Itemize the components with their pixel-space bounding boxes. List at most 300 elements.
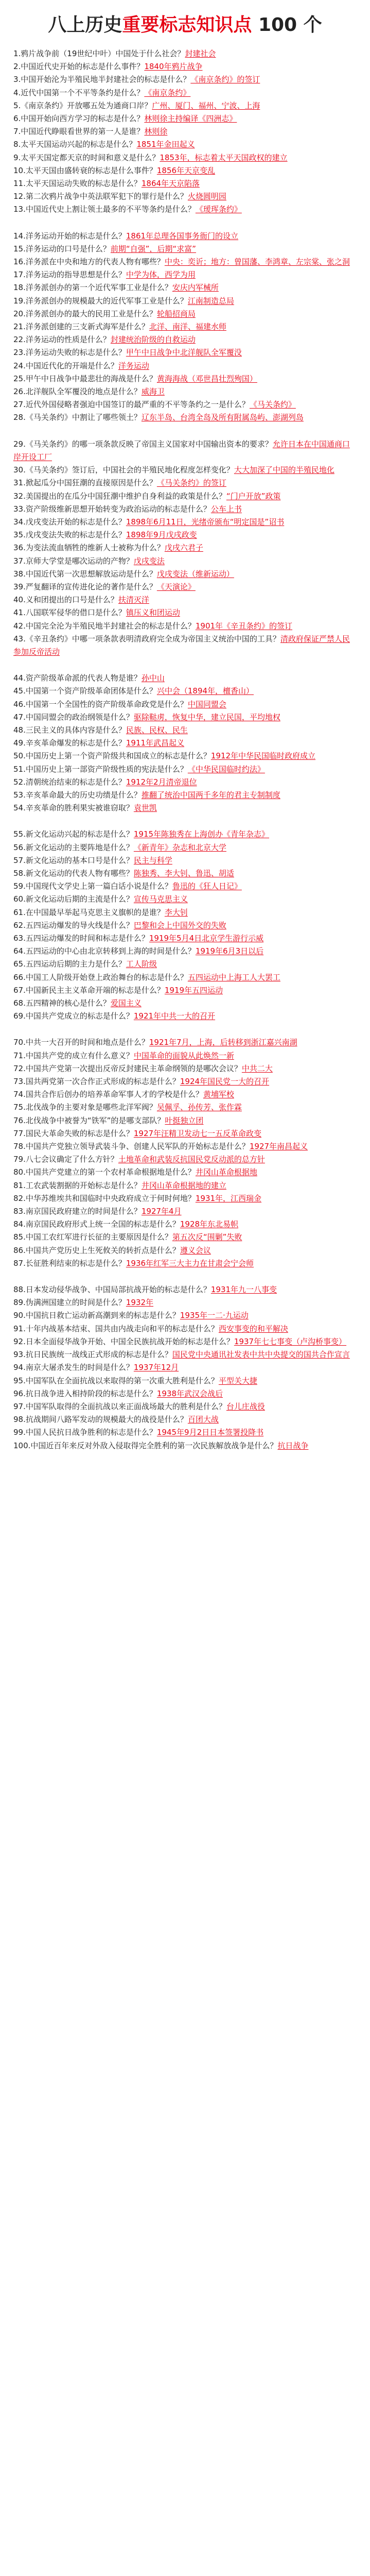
qa-item bbox=[13, 945, 357, 958]
qa-item bbox=[13, 360, 357, 372]
section-gap bbox=[13, 1270, 357, 1283]
question-text: 88.日本发动侵华战争、中国局部抗战开始的标志是什么？ bbox=[13, 1285, 211, 1295]
qa-item bbox=[13, 984, 357, 997]
question-text: 20.洋务派创办的最大的民用工业是什么？ bbox=[13, 309, 157, 318]
question-text: 93.抗日民族统一战线正式形成的标志是什么？ bbox=[13, 1350, 172, 1360]
qa-item bbox=[13, 1323, 357, 1335]
question-text: 49.辛亥革命爆发的标志是什么？ bbox=[13, 738, 126, 748]
answer-text: 林则徐主持编译《四洲志》 bbox=[144, 114, 237, 124]
question-text: 68.五四精神的核心是什么？ bbox=[13, 998, 111, 1008]
answer-text: 孙中山 bbox=[141, 673, 165, 683]
answer-text: 1928年东北易帜 bbox=[180, 1219, 239, 1229]
question-text: 13.中国近代史上割让领土最多的不平等条约是什么？ bbox=[13, 205, 196, 214]
answer-text: 吴佩孚、孙传芳、张作霖 bbox=[156, 1103, 242, 1112]
qa-item bbox=[13, 151, 357, 164]
section-gap bbox=[13, 815, 357, 828]
question-text: 69.中国共产党成立的标志是什么？ bbox=[13, 1011, 134, 1021]
answer-text: 1901年《辛丑条约》的签订 bbox=[195, 621, 293, 631]
answer-text: 民主与科学 bbox=[133, 855, 172, 865]
question-text: 54.辛亥革命的胜利果实被谁窃取？ bbox=[13, 803, 134, 813]
answer-text: 西安事变的和平解决 bbox=[218, 1324, 288, 1333]
question-text: 48.三民主义的具体内容是什么？ bbox=[13, 725, 126, 735]
answer-text: 1932年 bbox=[126, 1298, 154, 1308]
qa-item bbox=[13, 854, 357, 867]
answer-text: 《马关条约》的签订 bbox=[156, 478, 226, 488]
qa-item bbox=[13, 1413, 357, 1426]
question-text: 23.洋务运动失败的标志是什么？ bbox=[13, 348, 126, 358]
qa-item bbox=[13, 698, 357, 711]
question-text: 92.日本全面侵华战争开始、中国全民族抗战开始的标志是什么？ bbox=[13, 1336, 234, 1346]
answer-text: 1927年汪精卫发动七一五反革命政变 bbox=[133, 1128, 262, 1138]
answer-text: 《南京条约》的签订 bbox=[190, 75, 260, 84]
qa-item bbox=[13, 1283, 357, 1296]
answer-text: 戊戌变法 bbox=[133, 556, 165, 566]
answer-text: 黄海海战（邓世昌壮烈殉国） bbox=[156, 374, 257, 383]
question-text: 76.北伐战争中被誉为“铁军”的是哪支部队？ bbox=[13, 1115, 165, 1125]
answer-text: 推翻了统治中国两千多年的君主专制制度 bbox=[141, 790, 280, 800]
qa-item bbox=[13, 333, 357, 346]
question-text: 37.京师大学堂是哪次运动的产物？ bbox=[13, 556, 134, 566]
answer-text: 叶挺独立团 bbox=[165, 1115, 204, 1125]
question-text: 8.太平天国运动兴起的标志是什么？ bbox=[13, 140, 137, 149]
question-text: 29.《马关条约》的哪一项条款反映了帝国主义国家对中国输出资本的要求？ bbox=[13, 439, 273, 449]
question-text: 57.新文化运动的基本口号是什么？ bbox=[13, 855, 134, 865]
answer-text: 第五次反“围剿”失败 bbox=[172, 1232, 242, 1242]
answer-text: 百团大战 bbox=[187, 1415, 219, 1425]
question-text: 12.第二次鸦片战争中英法联军犯下的罪行是什么？ bbox=[13, 192, 188, 201]
answer-text: 1931年九一八事变 bbox=[210, 1285, 277, 1295]
answer-text: 1856年天京变乱 bbox=[156, 165, 216, 175]
title-prefix: 八上历史 bbox=[48, 14, 122, 36]
answer-text: 台儿庄战役 bbox=[226, 1401, 265, 1411]
qa-item bbox=[13, 60, 357, 73]
question-text: 71.中国共产党的成立有什么意义？ bbox=[13, 1050, 134, 1060]
answer-text: 镇压义和团运动 bbox=[126, 608, 180, 618]
answer-text: 允许日本在中国通商口岸开设工厂 bbox=[13, 439, 350, 462]
question-text: 44.资产阶级革命派的代表人物是谁？ bbox=[13, 673, 142, 683]
question-text: 61.在中国最早举起马克思主义旗帜的是谁？ bbox=[13, 907, 165, 917]
question-text: 11.太平天国运动失败的标志是什么？ bbox=[13, 179, 142, 189]
answer-text: “门户开放”政策 bbox=[226, 491, 281, 501]
answer-text: 平型关大捷 bbox=[218, 1376, 257, 1385]
answer-text: 鲁迅的《狂人日记》 bbox=[172, 882, 242, 891]
qa-item bbox=[13, 1218, 357, 1231]
answer-text: 遵义会议 bbox=[180, 1245, 211, 1255]
question-text: 78.中国共产党独立领导武装斗争、创建人民军队的开始标志是什么？ bbox=[13, 1142, 250, 1151]
question-text: 19.洋务派创办的规模最大的近代军事工业是什么？ bbox=[13, 296, 188, 306]
qa-item bbox=[13, 541, 357, 554]
question-text: 86.中国共产党历史上生死攸关的转折点是什么？ bbox=[13, 1245, 180, 1255]
answer-text: 井冈山革命根据地的建立 bbox=[141, 1180, 226, 1190]
answer-text: 陈独秀、李大钊、鲁迅、胡适 bbox=[133, 868, 234, 878]
question-text: 2.中国近代史开始的标志是什么事件？ bbox=[13, 62, 145, 72]
question-text: 1.鸦片战争前（19世纪中叶）中国处于什么社会？ bbox=[13, 49, 185, 58]
question-text: 52.清朝统治结束的标志是什么？ bbox=[13, 777, 126, 787]
qa-item bbox=[13, 893, 357, 906]
answer-text: 1936年红军三大主力在甘肃会宁会师 bbox=[126, 1258, 254, 1268]
question-text: 40.义和团提出的口号是什么？ bbox=[13, 595, 118, 605]
section-gap bbox=[13, 1023, 357, 1036]
answer-text: 1938年武汉会战后 bbox=[156, 1388, 223, 1398]
qa-item bbox=[13, 177, 357, 190]
answer-text: 大大加深了中国的半殖民地化 bbox=[234, 465, 334, 475]
qa-item bbox=[13, 750, 357, 762]
answer-text: 1840年鸦片战争 bbox=[144, 62, 203, 72]
question-text: 74.国共合作后创办的培养革命军事人才的学校是什么？ bbox=[13, 1090, 203, 1099]
title-suffix: 100 个 bbox=[252, 14, 322, 36]
qa-item bbox=[13, 1257, 357, 1270]
question-text: 64.五四运动的中心由北京转移到上海的时间是什么？ bbox=[13, 946, 196, 956]
question-text: 9.太平天国定都天京的时间和意义是什么？ bbox=[13, 152, 160, 162]
qa-item bbox=[13, 99, 357, 112]
title-highlight: 重要标志知识点 bbox=[122, 14, 252, 36]
qa-item bbox=[13, 1192, 357, 1205]
question-text: 97.中国军队取得的全面抗战以来正面战场最大的胜利是什么？ bbox=[13, 1401, 226, 1411]
qa-item bbox=[13, 776, 357, 789]
question-text: 34.戊戌变法开始的标志是什么？ bbox=[13, 517, 126, 527]
qa-item bbox=[13, 828, 357, 841]
answer-text: 宣传马克思主义 bbox=[133, 894, 188, 904]
question-text: 17.洋务运动的指导思想是什么？ bbox=[13, 270, 126, 280]
qa-item bbox=[13, 203, 357, 216]
answer-text: 《瑷珲条约》 bbox=[195, 205, 242, 214]
answer-text: 1912年2月清帝退位 bbox=[126, 777, 197, 787]
qa-item bbox=[13, 516, 357, 529]
answer-text: 1853年，标志着太平天国政权的建立 bbox=[160, 152, 288, 162]
qa-item bbox=[13, 711, 357, 724]
question-text: 83.南京国民政府建立的时间是什么？ bbox=[13, 1207, 142, 1216]
question-text: 16.洋务派在中央和地方的代表人物有哪些？ bbox=[13, 257, 165, 267]
answer-text: 抗日战争 bbox=[277, 1440, 309, 1450]
qa-item bbox=[13, 125, 357, 138]
answer-text: 李大钊 bbox=[164, 907, 188, 917]
section-gap bbox=[13, 216, 357, 230]
answer-text: 火烧圆明园 bbox=[187, 192, 226, 201]
qa-item bbox=[13, 320, 357, 333]
question-text: 25.甲午中日战争中最悲壮的海战是什么？ bbox=[13, 374, 157, 383]
answer-text: 1915年陈独秀在上海创办《青年杂志》 bbox=[133, 829, 270, 839]
qa-item bbox=[13, 385, 357, 398]
qa-item bbox=[13, 581, 357, 594]
question-text: 77.国民大革命失败的标志是什么？ bbox=[13, 1128, 134, 1138]
qa-item bbox=[13, 1010, 357, 1023]
question-text: 10.太平天国由盛转衰的标志是什么事件？ bbox=[13, 165, 157, 175]
question-text: 31.掀起瓜分中国狂潮的直接原因是什么？ bbox=[13, 478, 157, 488]
qa-item bbox=[13, 372, 357, 385]
qa-item bbox=[13, 1231, 357, 1244]
qa-item bbox=[13, 1348, 357, 1361]
qa-item bbox=[13, 256, 357, 268]
answer-text: 中学为体，西学为用 bbox=[126, 270, 196, 280]
qa-item bbox=[13, 1075, 357, 1088]
answer-text: 广州、厦门、福州、宁波、上海 bbox=[152, 100, 260, 110]
question-text: 50.中国历史上第一个资产阶级共和国成立的标志是什么？ bbox=[13, 751, 211, 761]
answer-text: 《南京条约》 bbox=[144, 88, 191, 97]
question-text: 41.八国联军侵华的借口是什么？ bbox=[13, 608, 126, 618]
question-text: 63.五四运动爆发的时间和标志是什么？ bbox=[13, 934, 149, 943]
qa-item bbox=[13, 138, 357, 151]
answer-text: 北洋、南洋、福建水师 bbox=[149, 322, 226, 332]
answer-text: 中国革命的面貌从此焕然一新 bbox=[133, 1050, 234, 1060]
answer-text: 封建社会 bbox=[185, 49, 216, 58]
qa-item bbox=[13, 737, 357, 750]
question-text: 89.伪满洲国建立的时间是什么？ bbox=[13, 1298, 126, 1308]
answer-text: 1921年中共一大的召开 bbox=[133, 1011, 216, 1021]
qa-item bbox=[13, 880, 357, 893]
page-title bbox=[13, 11, 357, 39]
answer-text: 1945年9月2日日本签署投降书 bbox=[156, 1428, 264, 1437]
answer-text: 1935年一二·九运动 bbox=[180, 1311, 249, 1320]
question-text: 38.中国近代第一次思想解放运动是什么？ bbox=[13, 569, 157, 579]
qa-item bbox=[13, 1361, 357, 1374]
question-text: 99.中国人民抗日战争胜利的标志是什么？ bbox=[13, 1428, 157, 1437]
qa-item bbox=[13, 802, 357, 815]
answer-text: 井冈山革命根据地 bbox=[195, 1167, 257, 1177]
question-text: 85.中国工农红军进行长征的主要原因是什么？ bbox=[13, 1232, 172, 1242]
question-text: 32.美国提出的在瓜分中国狂潮中维护自身利益的政策是什么？ bbox=[13, 491, 226, 501]
answer-text: 1898年9月戊戌政变 bbox=[126, 530, 197, 540]
question-text: 46.中国第一个全国性的资产阶级革命政党是什么？ bbox=[13, 699, 188, 709]
qa-item bbox=[13, 1387, 357, 1400]
answer-text: 巴黎和会上中国外交的失败 bbox=[133, 920, 226, 930]
qa-item bbox=[13, 841, 357, 854]
qa-item bbox=[13, 164, 357, 177]
qa-item bbox=[13, 230, 357, 243]
question-text: 14.洋务运动开始的标志是什么？ bbox=[13, 231, 126, 241]
question-text: 70.中共一大召开的时间和地点是什么？ bbox=[13, 1038, 149, 1047]
qa-item bbox=[13, 997, 357, 1010]
question-text: 30.《马关条约》签订后，中国社会的半殖民地化程度怎样变化？ bbox=[13, 465, 234, 475]
qa-item bbox=[13, 1400, 357, 1413]
qa-item bbox=[13, 919, 357, 932]
question-text: 43.《辛丑条约》中哪一项条款表明清政府完全成为帝国主义统治中国的工具？ bbox=[13, 634, 280, 643]
qa-item bbox=[13, 190, 357, 203]
qa-item bbox=[13, 464, 357, 477]
answer-text: 威海卫 bbox=[141, 387, 165, 397]
answer-text: 驱除鞑虏，恢复中华，建立民国，平均地权 bbox=[133, 712, 280, 722]
qa-item bbox=[13, 411, 357, 424]
qa-item bbox=[13, 1088, 357, 1101]
qa-item bbox=[13, 1140, 357, 1153]
answer-text: 江南制造总局 bbox=[187, 296, 234, 306]
question-text: 65.五四运动后期的主力是什么？ bbox=[13, 959, 126, 969]
qa-item bbox=[13, 398, 357, 411]
section-gap bbox=[13, 425, 357, 438]
question-text: 4.近代中国第一个不平等条约是什么？ bbox=[13, 88, 145, 97]
qa-item bbox=[13, 1439, 357, 1452]
answer-text: 辽东半岛、台湾全岛及所有附属岛屿、澎湖列岛 bbox=[141, 413, 304, 422]
question-text: 18.洋务派创办的第一个近代军事工业是什么？ bbox=[13, 283, 172, 293]
question-text: 47.中国同盟会的政治纲领是什么？ bbox=[13, 712, 134, 722]
answer-text: 1911年武昌起义 bbox=[126, 738, 185, 748]
answer-text: 1919年6月3日以后 bbox=[195, 946, 264, 956]
qa-item bbox=[13, 308, 357, 320]
question-text: 45.中国第一个资产阶级革命团体是什么？ bbox=[13, 686, 157, 696]
question-text: 22.洋务运动的性质是什么？ bbox=[13, 335, 111, 345]
qa-item bbox=[13, 789, 357, 802]
qa-item bbox=[13, 1335, 357, 1348]
qa-item bbox=[13, 971, 357, 984]
answer-text: 安庆内军械所 bbox=[172, 283, 219, 293]
answer-text: 1937年七七事变（卢沟桥事变） bbox=[234, 1336, 347, 1346]
answer-text: 戊戌变法（维新运动） bbox=[156, 569, 234, 579]
answer-text: 1919年5月4日北京学生游行示威 bbox=[149, 934, 264, 943]
qa-item bbox=[13, 1205, 357, 1218]
qa-item bbox=[13, 1049, 357, 1062]
answer-text: 1937年12月 bbox=[133, 1363, 179, 1372]
question-text: 60.新文化运动后期的主流是什么？ bbox=[13, 894, 134, 904]
question-text: 59.中国现代文学史上第一篇白话小说是什么？ bbox=[13, 882, 172, 891]
qa-item bbox=[13, 295, 357, 308]
answer-text: 中央：奕䜣；地方：曾国藩、李鸿章、左宗棠、张之洞 bbox=[164, 257, 350, 267]
qa-item bbox=[13, 763, 357, 776]
question-text: 94.南京大屠杀发生的时间是什么？ bbox=[13, 1363, 134, 1372]
answer-text: 1912年中华民国临时政府成立 bbox=[210, 751, 316, 761]
question-text: 90.中国抗日救亡运动新高潮到来的标志是什么？ bbox=[13, 1311, 180, 1320]
answer-text: 兴中会（1894年，檀香山） bbox=[156, 686, 254, 696]
qa-item bbox=[13, 724, 357, 737]
answer-text: 袁世凯 bbox=[133, 803, 157, 813]
answer-text: 甲午中日战争中北洋舰队全军覆没 bbox=[126, 348, 242, 358]
question-text: 5.《南京条约》开放哪五处为通商口岸？ bbox=[13, 100, 152, 110]
question-text: 6.中国开始向西方学习的标志是什么？ bbox=[13, 114, 145, 124]
question-text: 98.抗战期间八路军发动的规模最大的战役是什么？ bbox=[13, 1415, 188, 1425]
answer-text: 土地革命和武装反抗国民党反动派的总方针 bbox=[118, 1155, 265, 1164]
question-text: 56.新文化运动的主要阵地是什么？ bbox=[13, 842, 134, 852]
question-text: 84.南京国民政府形式上统一全国的标志是什么？ bbox=[13, 1219, 180, 1229]
answer-text: 1927年南昌起义 bbox=[249, 1142, 308, 1151]
question-text: 24.中国近代化的开端是什么？ bbox=[13, 361, 118, 370]
question-text: 72.中国共产党第一次提出反帝反封建民主革命纲领的是哪次会议？ bbox=[13, 1063, 242, 1073]
qa-item bbox=[13, 606, 357, 619]
question-text: 100.中国近百年来反对外敌入侵取得完全胜利的第一次民族解放战争是什么？ bbox=[13, 1440, 278, 1450]
qa-item bbox=[13, 1036, 357, 1049]
answer-text: 封建统治阶级的自救运动 bbox=[110, 335, 196, 345]
qa-item bbox=[13, 1166, 357, 1179]
qa-item bbox=[13, 906, 357, 919]
question-text: 95.中国军队在全面抗战以来取得的第一次重大胜利是什么？ bbox=[13, 1376, 219, 1385]
qa-item bbox=[13, 490, 357, 503]
answer-text: 五四运动中上海工人大罢工 bbox=[187, 972, 280, 982]
answer-text: 中共二大 bbox=[241, 1063, 273, 1073]
qa-item bbox=[13, 1114, 357, 1127]
question-text: 27.近代外国侵略者强迫中国签订的最严重的不平等条约之一是什么？ bbox=[13, 400, 250, 410]
answer-text: 轮船招商局 bbox=[156, 309, 196, 318]
qa-item bbox=[13, 438, 357, 464]
answer-text: 中国同盟会 bbox=[187, 699, 226, 709]
qa-list bbox=[13, 47, 357, 1452]
qa-item bbox=[13, 1127, 357, 1140]
qa-item bbox=[13, 529, 357, 541]
answer-text: 公车上书 bbox=[210, 504, 242, 514]
answer-text: 1927年4月 bbox=[141, 1207, 182, 1216]
qa-item bbox=[13, 685, 357, 698]
question-text: 79.八七会议确定了什么方针？ bbox=[13, 1155, 118, 1164]
qa-item bbox=[13, 503, 357, 516]
answer-text: 林则徐 bbox=[144, 127, 168, 137]
question-text: 87.长征胜利结束的标志是什么？ bbox=[13, 1258, 126, 1268]
qa-item bbox=[13, 281, 357, 294]
question-text: 67.中国新民主主义革命开端的标志是什么？ bbox=[13, 985, 165, 995]
question-text: 39.严复翻译的宣传进化论的著作是什么？ bbox=[13, 582, 157, 591]
answer-text: 爱国主义 bbox=[110, 998, 142, 1008]
question-text: 15.洋务运动的口号是什么？ bbox=[13, 244, 111, 253]
answer-text: 民族、民权、民生 bbox=[126, 725, 188, 735]
answer-text: 1898年6月11日，光绪帝颁布“明定国是”诏书 bbox=[126, 517, 285, 527]
qa-item bbox=[13, 633, 357, 658]
answer-text: 国民党中央通讯社发表中共中央提交的国共合作宣言 bbox=[172, 1350, 350, 1360]
question-text: 62.五四运动爆发的导火线是什么？ bbox=[13, 920, 134, 930]
qa-item bbox=[13, 47, 357, 60]
qa-item bbox=[13, 1309, 357, 1322]
answer-text: 洋务运动 bbox=[118, 361, 149, 370]
qa-item bbox=[13, 594, 357, 606]
answer-text: 戊戌六君子 bbox=[164, 543, 203, 553]
qa-item bbox=[13, 112, 357, 125]
question-text: 7.中国近代睁眼看世界的第一人是谁？ bbox=[13, 127, 145, 137]
question-text: 82.中华苏维埃共和国临时中央政府成立于何时何地？ bbox=[13, 1193, 196, 1203]
qa-item bbox=[13, 958, 357, 971]
answer-text: 1921年7月，上海，后转移到浙江嘉兴南湖 bbox=[149, 1038, 297, 1047]
question-text: 75.北伐战争的主要对象是哪些北洋军阀？ bbox=[13, 1103, 157, 1112]
qa-item bbox=[13, 1062, 357, 1075]
qa-item bbox=[13, 932, 357, 945]
answer-text: 《中华民国临时约法》 bbox=[187, 764, 265, 774]
question-text: 96.抗日战争进入相持阶段的标志是什么？ bbox=[13, 1388, 157, 1398]
question-text: 36.为变法流血牺牲的维新人士被称为什么？ bbox=[13, 543, 165, 553]
answer-text: 《新青年》杂志和北京大学 bbox=[133, 842, 226, 852]
question-text: 26.北洋舰队全军覆没的地点是什么？ bbox=[13, 387, 142, 397]
question-text: 55.新文化运动兴起的标志是什么？ bbox=[13, 829, 134, 839]
qa-item bbox=[13, 1101, 357, 1114]
question-text: 28.《马关条约》中割让了哪些领土？ bbox=[13, 413, 142, 422]
qa-item bbox=[13, 867, 357, 880]
question-text: 42.中国完全沦为半殖民地半封建社会的标志是什么？ bbox=[13, 621, 196, 631]
qa-item bbox=[13, 555, 357, 568]
answer-text: 1861年总理各国事务衙门的设立 bbox=[126, 231, 239, 241]
qa-item bbox=[13, 243, 357, 256]
question-text: 35.戊戌变法失败的标志是什么？ bbox=[13, 530, 126, 540]
qa-item bbox=[13, 1375, 357, 1387]
question-text: 53.辛亥革命最大的历史功绩是什么？ bbox=[13, 790, 142, 800]
answer-text: 《天演论》 bbox=[156, 582, 196, 591]
qa-item bbox=[13, 73, 357, 86]
answer-text: 前期“自强”，后期“求富” bbox=[110, 244, 196, 253]
qa-item bbox=[13, 672, 357, 685]
qa-item bbox=[13, 477, 357, 489]
answer-text: 1931年，江西瑞金 bbox=[195, 1193, 262, 1203]
question-text: 21.洋务派创建的三支新式海军是什么？ bbox=[13, 322, 149, 332]
qa-item bbox=[13, 346, 357, 359]
question-text: 3.中国开始沦为半殖民地半封建社会的标志是什么？ bbox=[13, 75, 191, 84]
answer-text: 工人阶级 bbox=[126, 959, 157, 969]
question-text: 51.中国历史上第一部资产阶级性质的宪法是什么？ bbox=[13, 764, 188, 774]
question-text: 58.新文化运动的代表人物有哪些？ bbox=[13, 868, 134, 878]
qa-item bbox=[13, 1153, 357, 1166]
answer-text: 黄埔军校 bbox=[203, 1090, 234, 1099]
question-text: 73.国共两党第一次合作正式形成的标志是什么？ bbox=[13, 1077, 180, 1087]
qa-item bbox=[13, 620, 357, 633]
question-text: 81.工农武装割据的开始标志是什么？ bbox=[13, 1180, 142, 1190]
qa-item bbox=[13, 87, 357, 99]
qa-item bbox=[13, 1296, 357, 1309]
question-text: 80.中国共产党建立的第一个农村革命根据地是什么？ bbox=[13, 1167, 196, 1177]
answer-text: 扶清灭洋 bbox=[118, 595, 149, 605]
question-text: 66.中国工人阶级开始登上政治舞台的标志是什么？ bbox=[13, 972, 188, 982]
question-text: 91.十年内战基本结束、国共由内战走向和平的标志是什么？ bbox=[13, 1324, 219, 1333]
answer-text: 清政府保证严禁人民参加反帝活动 bbox=[13, 634, 350, 656]
qa-item bbox=[13, 1426, 357, 1439]
